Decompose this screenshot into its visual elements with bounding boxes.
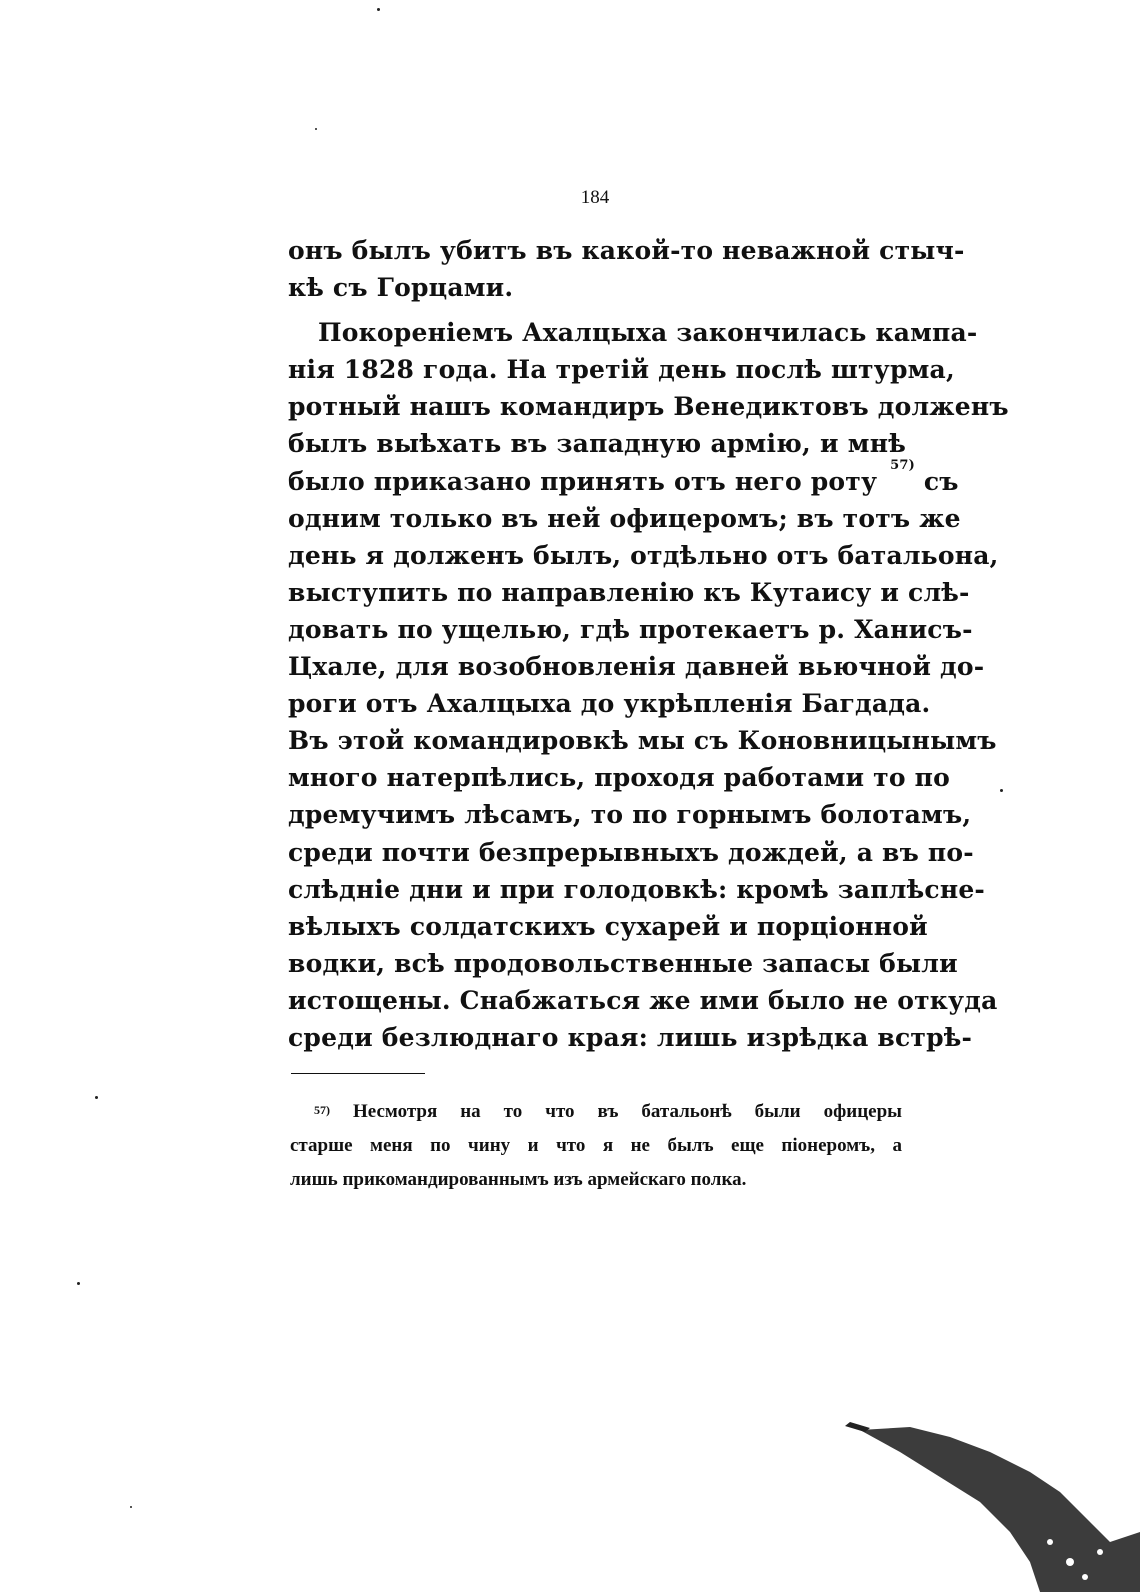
text-line: слѣдніе дни и при голодовкѣ: кромѣ заплѣсне- bbox=[288, 874, 986, 904]
scan-speck bbox=[377, 8, 380, 11]
paragraph-gap bbox=[288, 306, 906, 314]
text-line: среди безлюднаго края: лишь изрѣдка встрѣ- bbox=[288, 1022, 973, 1052]
text-line: много натерпѣлись, проходя работами то по bbox=[288, 763, 950, 793]
text-line: Цхале, для возобновленія давней вьючной до- bbox=[288, 652, 985, 682]
text-line: истощены. Снабжаться же ими было не откуда bbox=[288, 985, 998, 1015]
footnote-line: лишь прикомандированнымъ изъ армейскаго полка. bbox=[290, 1169, 747, 1190]
text-line: водки, всѣ продовольственные запасы были bbox=[288, 948, 958, 978]
scan-speck bbox=[95, 1096, 98, 1099]
scan-edge-artifact bbox=[840, 1422, 1140, 1592]
text-line: вѣлыхъ солдатскихъ сухарей и порціонной bbox=[288, 911, 928, 941]
body-text bbox=[288, 232, 1009, 1056]
text-line: онъ былъ убитъ въ какой-то неважной стыч- bbox=[288, 236, 965, 265]
footnote bbox=[290, 1095, 902, 1197]
text-line: нія 1828 года. На третій день послѣ штурма, bbox=[288, 355, 955, 385]
text-line: роги отъ Ахалцыха до укрѣпленія Багдада. bbox=[288, 689, 931, 719]
footnote-line bbox=[290, 1095, 902, 1129]
scan-speck bbox=[77, 1282, 80, 1285]
footnote-line: старше меня по чину и что я не былъ еще піонеромъ, а bbox=[290, 1135, 902, 1156]
text-fragment: съ bbox=[923, 466, 959, 496]
text-line: день я долженъ былъ, отдѣльно отъ батальона, bbox=[288, 540, 999, 570]
text-fragment: было приказано принять отъ него роту bbox=[288, 466, 878, 496]
text-line: кѣ съ Горцами. bbox=[288, 273, 514, 303]
page-number: 184 bbox=[580, 187, 610, 208]
text-line: ротный нашъ командиръ Венедиктовъ долженъ bbox=[288, 392, 1009, 422]
text-line: Въ этой командировкѣ мы съ Коновницынымъ bbox=[288, 726, 997, 756]
footnote-text: Несмотря на то что въ батальонѣ были офицеры bbox=[353, 1101, 902, 1122]
footnote-divider bbox=[291, 1073, 425, 1074]
scan-speck bbox=[1000, 789, 1003, 792]
text-line: былъ выѣхать въ западную армію, и мнѣ bbox=[288, 429, 906, 459]
text-line: довать по ущелью, гдѣ протекаетъ р. Ханисъ- bbox=[288, 614, 973, 644]
text-line-with-footnote bbox=[288, 457, 959, 500]
text-line: среди почти безпрерывныхъ дождей, а въ по- bbox=[288, 837, 974, 867]
scan-speck bbox=[130, 1506, 132, 1508]
footnote-mark: 57) bbox=[314, 1103, 330, 1117]
text-line: одним только въ ней офицеромъ; въ тотъ же bbox=[288, 503, 961, 533]
footnote-reference[interactable]: 57) bbox=[890, 457, 915, 473]
text-line: дремучимъ лѣсамъ, то по горнымъ болотамъ, bbox=[288, 800, 972, 830]
scan-speck bbox=[315, 128, 317, 130]
text-line: выступить по направленію къ Кутаису и слѣ- bbox=[288, 577, 970, 607]
text-line: Покореніемъ Ахалцыха закончилась кампа- bbox=[318, 318, 978, 348]
